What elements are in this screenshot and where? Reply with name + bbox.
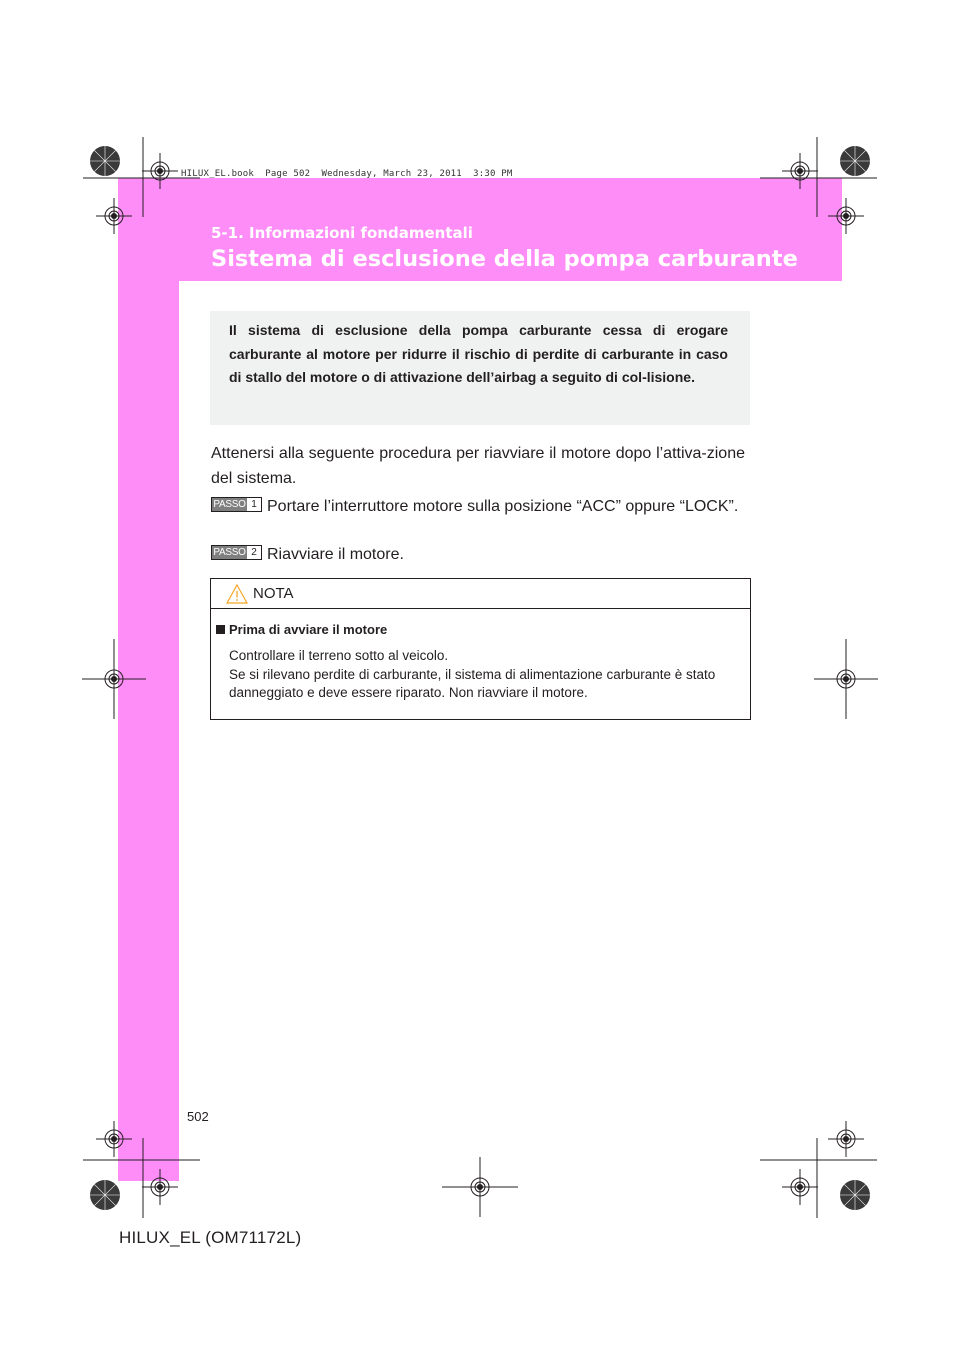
registration-mark-icon bbox=[846, 216, 847, 217]
registration-mark-icon bbox=[160, 171, 161, 172]
color-target-icon bbox=[855, 1195, 856, 1196]
section-title: 5-1. Informazioni fondamentali bbox=[211, 224, 473, 242]
step-badge-label: PASSO bbox=[213, 547, 246, 558]
page-number: 502 bbox=[187, 1109, 209, 1124]
step-badge-number: 2 bbox=[247, 546, 261, 559]
nota-line-2: Se si rilevano perdite di carburante, il sistema di alimentazione carburante è stato danneggiato e deve essere riparato. Non riavviare il motore. bbox=[229, 666, 716, 700]
step-text: Riavviare il motore. bbox=[267, 546, 404, 563]
registration-mark-icon bbox=[800, 1187, 801, 1188]
footer-model: HILUX_EL (OM71172L) bbox=[119, 1228, 302, 1247]
registration-mark-icon bbox=[114, 679, 115, 680]
color-target-icon bbox=[855, 161, 856, 162]
registration-mark-icon bbox=[800, 171, 801, 172]
nota-line-1: Controllare il terreno sotto al veicolo. bbox=[229, 648, 449, 663]
nota-label: NOTA bbox=[253, 585, 294, 602]
step-badge-number: 1 bbox=[247, 498, 261, 511]
color-target-icon bbox=[105, 161, 106, 162]
registration-mark-icon bbox=[114, 1139, 115, 1140]
intro-text: Il sistema di esclusione della pompa carburante cessa di erogare carburante al motore per ridurre il rischio di perdite di carburante in caso di stallo del motore o di attivazione dell’airbag a seguito di col-lisione. bbox=[229, 322, 728, 385]
registration-mark-icon bbox=[846, 679, 847, 680]
procedure-text: Attenersi alla seguente procedura per riavviare il motore dopo l’attiva-zione del sistema. bbox=[211, 445, 745, 487]
registration-mark-icon bbox=[846, 1139, 847, 1140]
book-stamp: HILUX_EL.book Page 502 Wednesday, March 23, 2011 3:30 PM bbox=[181, 169, 513, 179]
step-text: Portare l’interruttore motore sulla posizione “ACC” oppure “LOCK”. bbox=[267, 498, 739, 515]
registration-mark-icon bbox=[114, 216, 115, 217]
registration-mark-icon bbox=[160, 1187, 161, 1188]
nota-subtitle-text: Prima di avviare il motore bbox=[229, 622, 388, 637]
page-title: Sistema di esclusione della pompa carburante bbox=[211, 246, 798, 272]
step-badge-label: PASSO bbox=[213, 499, 246, 510]
color-target-icon bbox=[105, 1195, 106, 1196]
registration-mark-icon bbox=[480, 1187, 481, 1188]
